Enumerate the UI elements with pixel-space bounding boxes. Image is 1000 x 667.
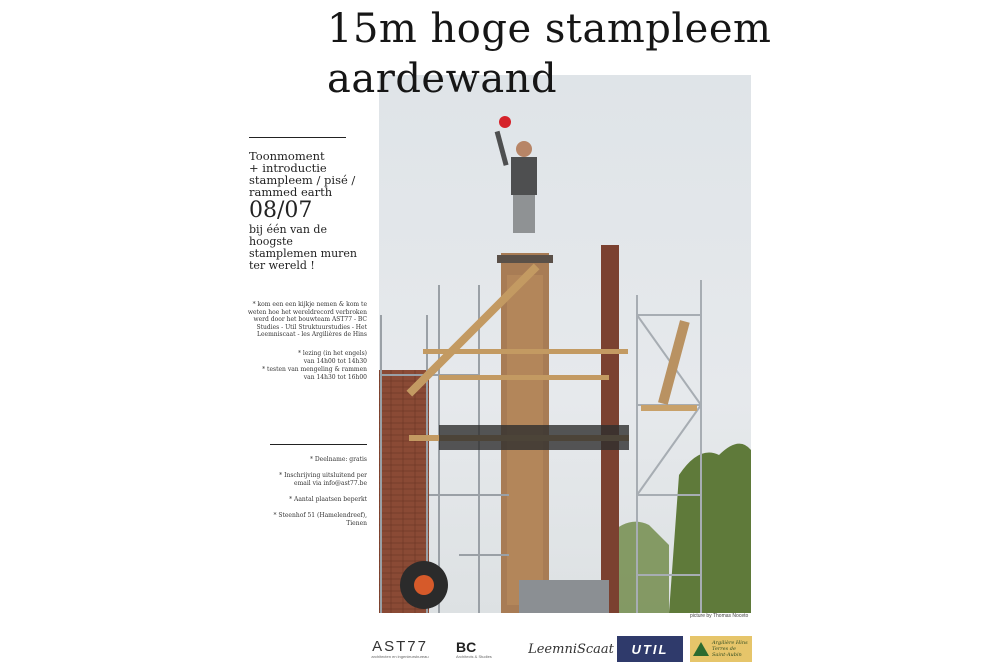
logo-bc-studies bbox=[456, 636, 526, 662]
logo-ast77-sub: architecten en ingenieursbureau bbox=[371, 654, 429, 659]
info-participation: * Deelname: gratis bbox=[309, 456, 367, 463]
divider-top bbox=[249, 137, 346, 138]
divider-bottom bbox=[270, 444, 367, 445]
logo-util: UTIL bbox=[617, 636, 683, 662]
logo-ast77 bbox=[360, 636, 440, 662]
photo-credit: picture by Thomas Noceto bbox=[690, 613, 749, 619]
logo-leemniscaat: LeemniScaat bbox=[528, 641, 614, 657]
event-heading: Toonmoment + introductie stampleem / pisé / rammed earth bbox=[249, 149, 356, 199]
event-block bbox=[249, 150, 364, 272]
event-description: * kom een een kijkje nemen & kom te weten hoe het wereldrecord verbroken werd door het bouwteam AST77 - BC Studies - Util Struktuurstudies - Het Leemniscaat - les Argilières de Hins bbox=[247, 301, 367, 339]
logo-bc-sub: Architects & Studies bbox=[456, 653, 492, 659]
info-limited-places: * Aantal plaatsen beperkt bbox=[289, 496, 367, 503]
rammed-earth-wall-illustration bbox=[379, 75, 751, 613]
page-title bbox=[327, 4, 771, 104]
logo-argilieres bbox=[690, 636, 752, 662]
title-line-1: 15m hoge stampleem bbox=[327, 6, 772, 52]
construction-photo bbox=[379, 75, 751, 613]
info-address: * Steenhof 51 (Hamelendreef), Tienen bbox=[273, 512, 367, 527]
title-line-2: aardewand bbox=[327, 56, 558, 102]
logo-ast77-name: AST77 bbox=[372, 638, 428, 655]
event-date: 08/07 bbox=[249, 198, 313, 223]
schedule-testing: * testen van mengeling & rammen van 14h30 tot 16h00 bbox=[262, 366, 367, 381]
argilieres-triangle-icon bbox=[693, 642, 709, 656]
logo-bc-name: BC bbox=[456, 638, 477, 655]
schedule-lecture: * lezing (in het engels) van 14h00 tot 14h30 bbox=[298, 350, 367, 365]
logo-argilieres-name: Argilière Hins Terres de Saint-Aubin bbox=[712, 640, 748, 658]
info-registration: * Inschrijving uitsluitend per email via info@ast77.be bbox=[279, 472, 367, 487]
event-location-note: bij één van de hoogste stamplemen muren ter wereld ! bbox=[249, 223, 358, 272]
